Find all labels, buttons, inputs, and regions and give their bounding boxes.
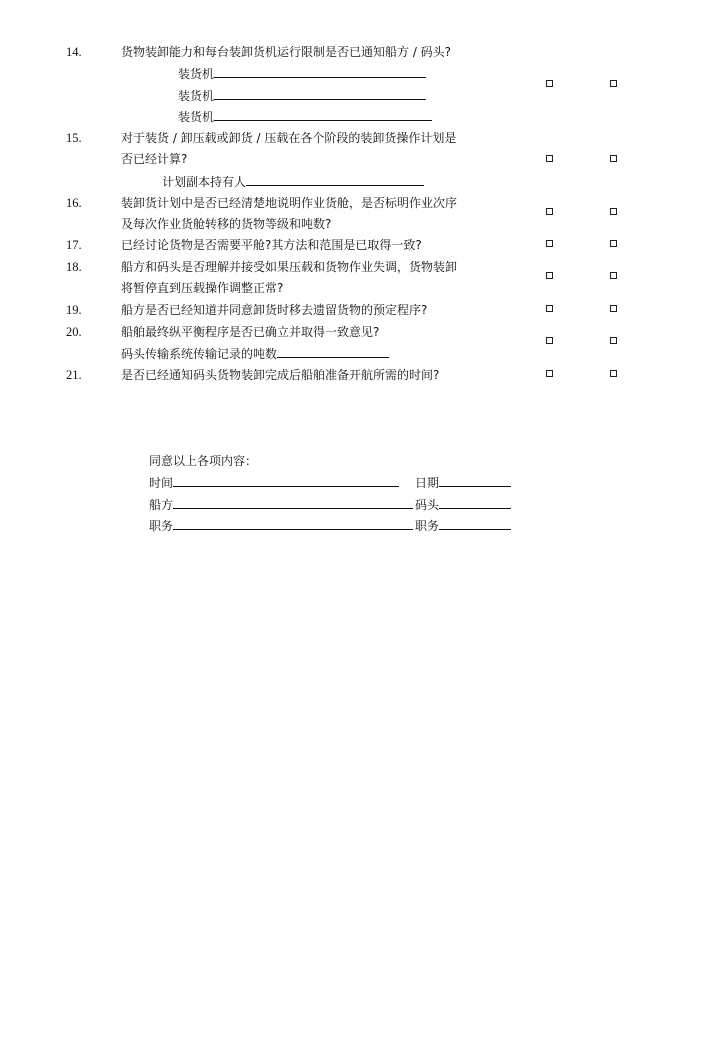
item-number: 14.	[66, 45, 82, 59]
loader-fill-line-1: 装货机	[178, 66, 426, 81]
item-text: 否已经计算?	[121, 152, 188, 166]
checkbox-terminal-17[interactable]	[610, 240, 617, 247]
item-text: 船方和码头是否理解并接受如果压载和货物作业失调，货物装卸	[121, 260, 458, 274]
checkbox-ship-17[interactable]	[546, 240, 553, 247]
terminal-position-field: 职务	[415, 518, 511, 533]
checkbox-ship-14[interactable]	[546, 80, 553, 87]
item-text: 已经讨论货物是否需要平舱?其方法和范围是已取得一致?	[121, 238, 422, 252]
loader-fill-line-3: 装货机	[178, 109, 432, 124]
item-number: 19.	[66, 303, 82, 317]
transfer-record-fill-line: 码头传输系统传输记录的吨数	[121, 346, 389, 361]
checkbox-terminal-14[interactable]	[610, 80, 617, 87]
item-text: 装卸货计划中是否已经清楚地说明作业货舱，是否标明作业次序	[121, 196, 458, 210]
item-text: 将暂停直到压载操作调整正常?	[121, 281, 284, 295]
plan-holder-fill-line: 计划副本持有人	[162, 174, 424, 189]
checkbox-ship-15[interactable]	[546, 155, 553, 162]
checkbox-terminal-16[interactable]	[610, 208, 617, 215]
terminal-signature-field: 码头	[415, 497, 511, 512]
loader-fill-line-2: 装货机	[178, 88, 426, 103]
checkbox-terminal-20[interactable]	[610, 337, 617, 344]
time-field: 时间	[149, 475, 399, 490]
item-text: 货物装卸能力和每台装卸货机运行限制是否已通知船方 / 码头?	[121, 45, 452, 59]
item-number: 20.	[66, 325, 82, 339]
ship-position-field: 职务	[149, 518, 413, 533]
checkbox-ship-16[interactable]	[546, 208, 553, 215]
checkbox-terminal-21[interactable]	[610, 370, 617, 377]
checkbox-terminal-15[interactable]	[610, 155, 617, 162]
checkbox-ship-21[interactable]	[546, 370, 553, 377]
item-number: 15.	[66, 131, 82, 145]
checkbox-terminal-18[interactable]	[610, 272, 617, 279]
item-text: 船方是否已经知道并同意卸货时移去遗留货物的预定程序?	[121, 303, 428, 317]
checkbox-terminal-19[interactable]	[610, 305, 617, 312]
item-text: 及每次作业货舱转移的货物等级和吨数?	[121, 217, 332, 231]
item-number: 16.	[66, 196, 82, 210]
item-text: 是否已经通知码头货物装卸完成后船舶准备开航所需的时间?	[121, 368, 440, 382]
checkbox-ship-18[interactable]	[546, 272, 553, 279]
item-number: 17.	[66, 238, 82, 252]
ship-signature-field: 船方	[149, 497, 413, 512]
item-number: 18.	[66, 260, 82, 274]
checkbox-ship-19[interactable]	[546, 305, 553, 312]
agreement-intro: 同意以上各项内容：	[149, 454, 258, 468]
checkbox-ship-20[interactable]	[546, 337, 553, 344]
item-text: 船舶最终纵平衡程序是否已确立并取得一致意见?	[121, 325, 380, 339]
item-text: 对于装货 / 卸压载或卸货 / 压载在各个阶段的装卸货操作计划是	[121, 131, 457, 145]
item-number: 21.	[66, 368, 82, 382]
date-field: 日期	[415, 475, 511, 490]
